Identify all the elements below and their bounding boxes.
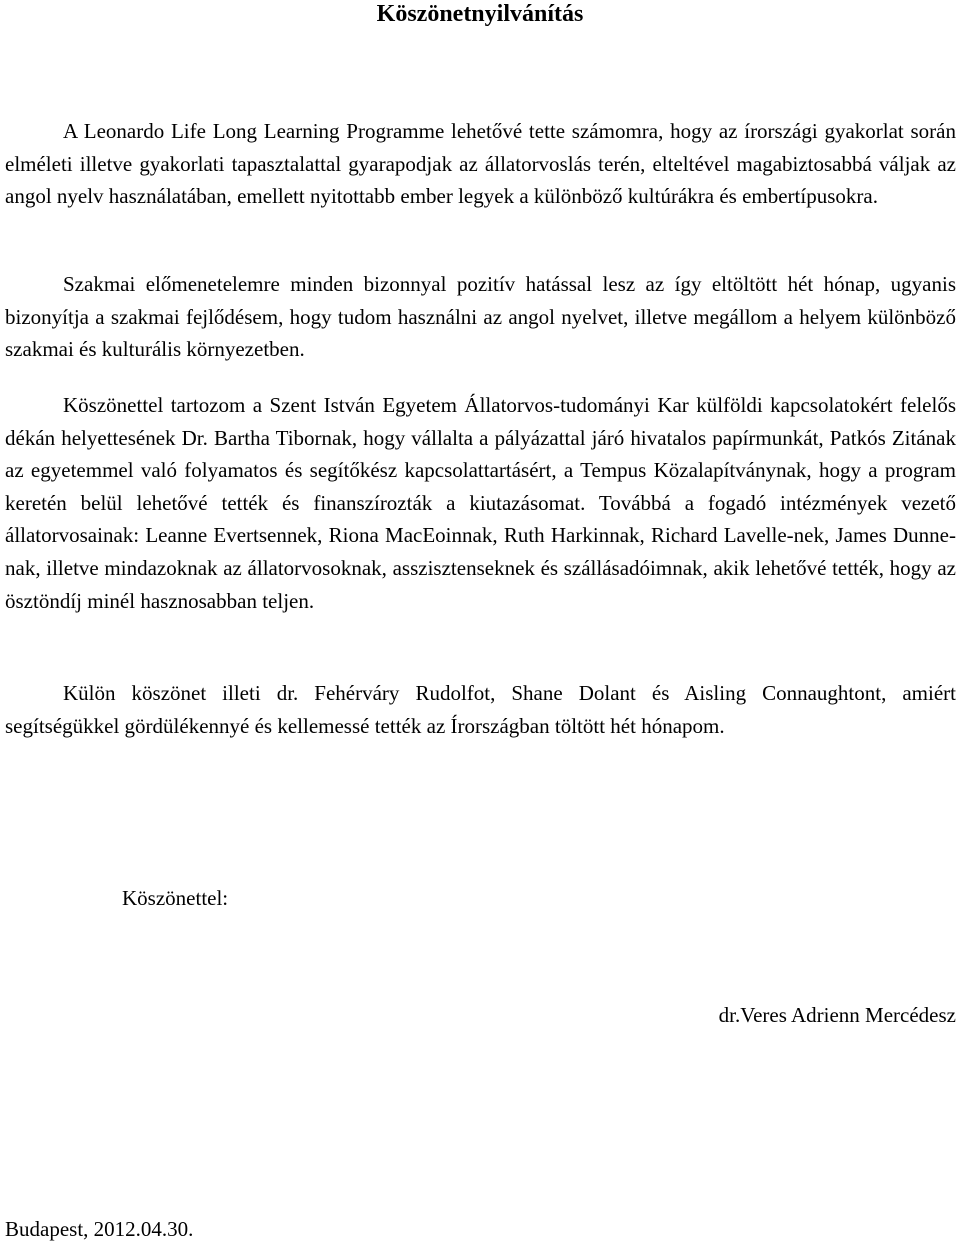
signature-name: dr.Veres Adrienn Mercédesz xyxy=(718,1003,956,1027)
closing-phrase: Köszönettel: xyxy=(122,886,229,910)
paragraph-thanks-institutions: Köszönettel tartozom a Szent István Egyetem Állatorvos-tudományi Kar külföldi kapcsolatokért felelős dékán helyettesének Dr. Bartha Tibornak, hogy vállalta a pályázattal járó hivatalos papírmunkát, Patkós Zitának az egyetemmel való folyamatos és segítőkész kapcsolattartásért, a Tempus Közalapítványnak, hogy a program keretén belül lehetővé tették és finanszírozták a kiutazásomat. Továbbá a fogadó intézmények vezető állatorvosainak: Leanne Evertsennek, Riona MacEoinnak, Ruth Harkinnak, Richard Lavelle-nek, James Dunne-nak, illetve mindazoknak az állatorvosoknak, asszisztenseknek és szállásadóimnak, akik lehetővé tették, hogy az ösztöndíj minél hasznosabban teljen. xyxy=(5,393,956,613)
place-and-date: Budapest, 2012.04.30. xyxy=(5,1217,194,1241)
page-title: Köszönetnyilvánítás xyxy=(376,1,584,27)
paragraph-special-thanks: Külön köszönet illeti dr. Fehérváry Rudolfot, Shane Dolant és Aisling Connaughtont, amiért segítségükkel gördülékennyé és kellemessé tették az Írországban töltött hét hónapom. xyxy=(5,681,956,738)
paragraph-program: A Leonardo Life Long Learning Programme lehetővé tette számomra, hogy az írországi gyakorlat során elméleti illetve gyakorlati tapasztalattal gyarapodjak az állatorvoslás terén, elteltével magabiztosabbá váljak az angol nyelv használatában, emellett nyitottabb ember legyek a különböző kultúrákra és embertípusokra. xyxy=(5,119,956,209)
paragraph-career: Szakmai előmenetelemre minden bizonnyal pozitív hatással lesz az így eltöltött hét hónap, ugyanis bizonyítja a szakmai fejlődésem, hogy tudom használni az angol nyelvet, illetve megállom a helyem különböző szakmai és kulturális környezetben. xyxy=(5,272,956,362)
